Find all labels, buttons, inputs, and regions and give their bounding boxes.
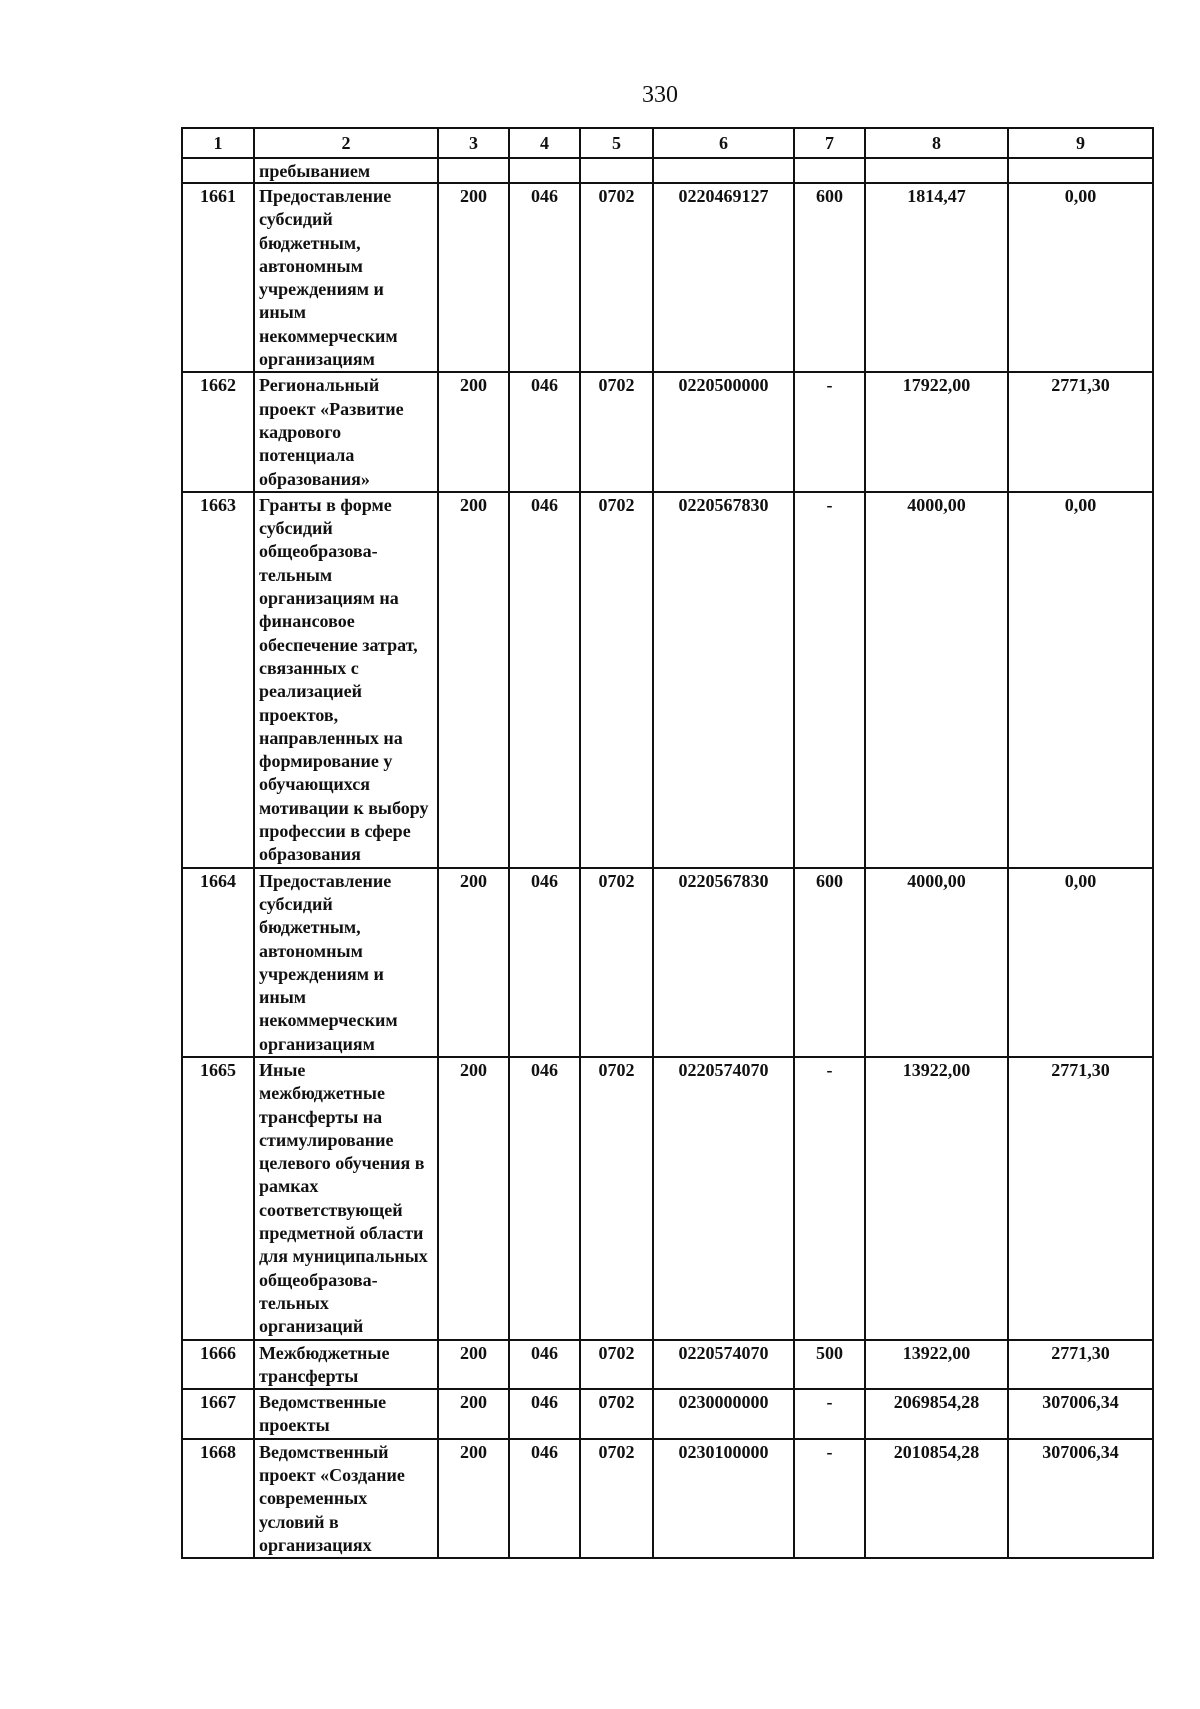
description-cell: пребыванием (254, 158, 438, 183)
table-row (182, 1340, 1153, 1390)
code-cell: 046 (509, 1439, 580, 1558)
row-number-cell: 1667 (182, 1389, 254, 1439)
code-cell: 0702 (580, 492, 653, 868)
code-cell: 200 (438, 492, 509, 868)
table-row (182, 1439, 1153, 1558)
code-cell: 046 (509, 492, 580, 868)
header-cell: 2 (254, 128, 438, 158)
description-cell: Ведомственный проект «Создание современных условий в организациях (254, 1439, 438, 1558)
amount-cell (865, 158, 1008, 183)
page-number: 330 (642, 82, 678, 108)
code-cell: 046 (509, 372, 580, 491)
amount-cell: 307006,34 (1008, 1389, 1153, 1439)
amount-cell: 4000,00 (865, 492, 1008, 868)
code-cell: 200 (438, 1057, 509, 1340)
code-cell: 0220500000 (653, 372, 794, 491)
row-number-cell: 1665 (182, 1057, 254, 1340)
code-cell: 200 (438, 868, 509, 1057)
row-number-cell: 1664 (182, 868, 254, 1057)
code-cell: 200 (438, 1439, 509, 1558)
header-cell: 8 (865, 128, 1008, 158)
amount-cell: 1814,47 (865, 183, 1008, 372)
code-cell: 046 (509, 1389, 580, 1439)
code-cell (653, 158, 794, 183)
code-cell: 0220574070 (653, 1057, 794, 1340)
description-cell: Иные межбюджетные трансферты на стимулирование целевого обучения в рамках соответствующей предметной области для муниципальных общеобразова-тельных организаций (254, 1057, 438, 1340)
code-cell: 046 (509, 1340, 580, 1390)
description-cell: Межбюджетные трансферты (254, 1340, 438, 1390)
header-cell: 5 (580, 128, 653, 158)
code-cell: 0702 (580, 1340, 653, 1390)
table-row (182, 1057, 1153, 1340)
code-cell: 0702 (580, 1057, 653, 1340)
amount-cell: 0,00 (1008, 492, 1153, 868)
table-row (182, 1389, 1153, 1439)
code-cell (794, 158, 865, 183)
amount-cell: 2010854,28 (865, 1439, 1008, 1558)
code-cell: 0702 (580, 183, 653, 372)
description-cell: Предоставление субсидий бюджетным, автономным учреждениям и иным некоммерческим организациям (254, 868, 438, 1057)
amount-cell: 307006,34 (1008, 1439, 1153, 1558)
header-cell: 4 (509, 128, 580, 158)
description-cell: Предоставление субсидий бюджетным, автономным учреждениям и иным некоммерческим организациям (254, 183, 438, 372)
row-number-cell (182, 158, 254, 183)
code-cell: - (794, 372, 865, 491)
code-cell: - (794, 1057, 865, 1340)
amount-cell: 2771,30 (1008, 1340, 1153, 1390)
amount-cell: 0,00 (1008, 868, 1153, 1057)
code-cell: 0702 (580, 372, 653, 491)
code-cell: 0220567830 (653, 492, 794, 868)
code-cell: 500 (794, 1340, 865, 1390)
header-row (182, 128, 1153, 158)
row-number-cell: 1662 (182, 372, 254, 491)
code-cell: 600 (794, 183, 865, 372)
amount-cell: 2771,30 (1008, 372, 1153, 491)
amount-cell: 17922,00 (865, 372, 1008, 491)
continuation-row (182, 158, 1153, 183)
amount-cell: 4000,00 (865, 868, 1008, 1057)
code-cell: 200 (438, 372, 509, 491)
header-cell: 1 (182, 128, 254, 158)
amount-cell: 0,00 (1008, 183, 1153, 372)
amount-cell: 2069854,28 (865, 1389, 1008, 1439)
code-cell: 200 (438, 183, 509, 372)
code-cell: 200 (438, 1389, 509, 1439)
budget-table (181, 127, 1154, 1559)
description-cell: Гранты в форме субсидий общеобразова-тельным организациям на финансовое обеспечение затрат, связанных с реализацией проектов, направленных на формирование у обучающихся мотивации к выбору профессии в сфере образования (254, 492, 438, 868)
code-cell: 0220567830 (653, 868, 794, 1057)
code-cell: 600 (794, 868, 865, 1057)
header-cell: 6 (653, 128, 794, 158)
table-row (182, 492, 1153, 868)
header-cell: 3 (438, 128, 509, 158)
row-number-cell: 1668 (182, 1439, 254, 1558)
code-cell: 0230100000 (653, 1439, 794, 1558)
row-number-cell: 1661 (182, 183, 254, 372)
header-cell: 7 (794, 128, 865, 158)
code-cell: 200 (438, 1340, 509, 1390)
code-cell: - (794, 492, 865, 868)
amount-cell: 13922,00 (865, 1057, 1008, 1340)
row-number-cell: 1666 (182, 1340, 254, 1390)
table-row (182, 372, 1153, 491)
code-cell (438, 158, 509, 183)
table-row (182, 183, 1153, 372)
code-cell: 0220574070 (653, 1340, 794, 1390)
code-cell (509, 158, 580, 183)
amount-cell: 13922,00 (865, 1340, 1008, 1390)
code-cell: 046 (509, 1057, 580, 1340)
code-cell (580, 158, 653, 183)
description-cell: Региональный проект «Развитие кадрового потенциала образования» (254, 372, 438, 491)
description-cell: Ведомственные проекты (254, 1389, 438, 1439)
code-cell: 0702 (580, 868, 653, 1057)
code-cell: 0230000000 (653, 1389, 794, 1439)
code-cell: - (794, 1439, 865, 1558)
amount-cell: 2771,30 (1008, 1057, 1153, 1340)
code-cell: 046 (509, 868, 580, 1057)
row-number-cell: 1663 (182, 492, 254, 868)
code-cell: 0702 (580, 1389, 653, 1439)
code-cell: - (794, 1389, 865, 1439)
table-row (182, 868, 1153, 1057)
code-cell: 046 (509, 183, 580, 372)
code-cell: 0702 (580, 1439, 653, 1558)
code-cell: 0220469127 (653, 183, 794, 372)
amount-cell (1008, 158, 1153, 183)
header-cell: 9 (1008, 128, 1153, 158)
